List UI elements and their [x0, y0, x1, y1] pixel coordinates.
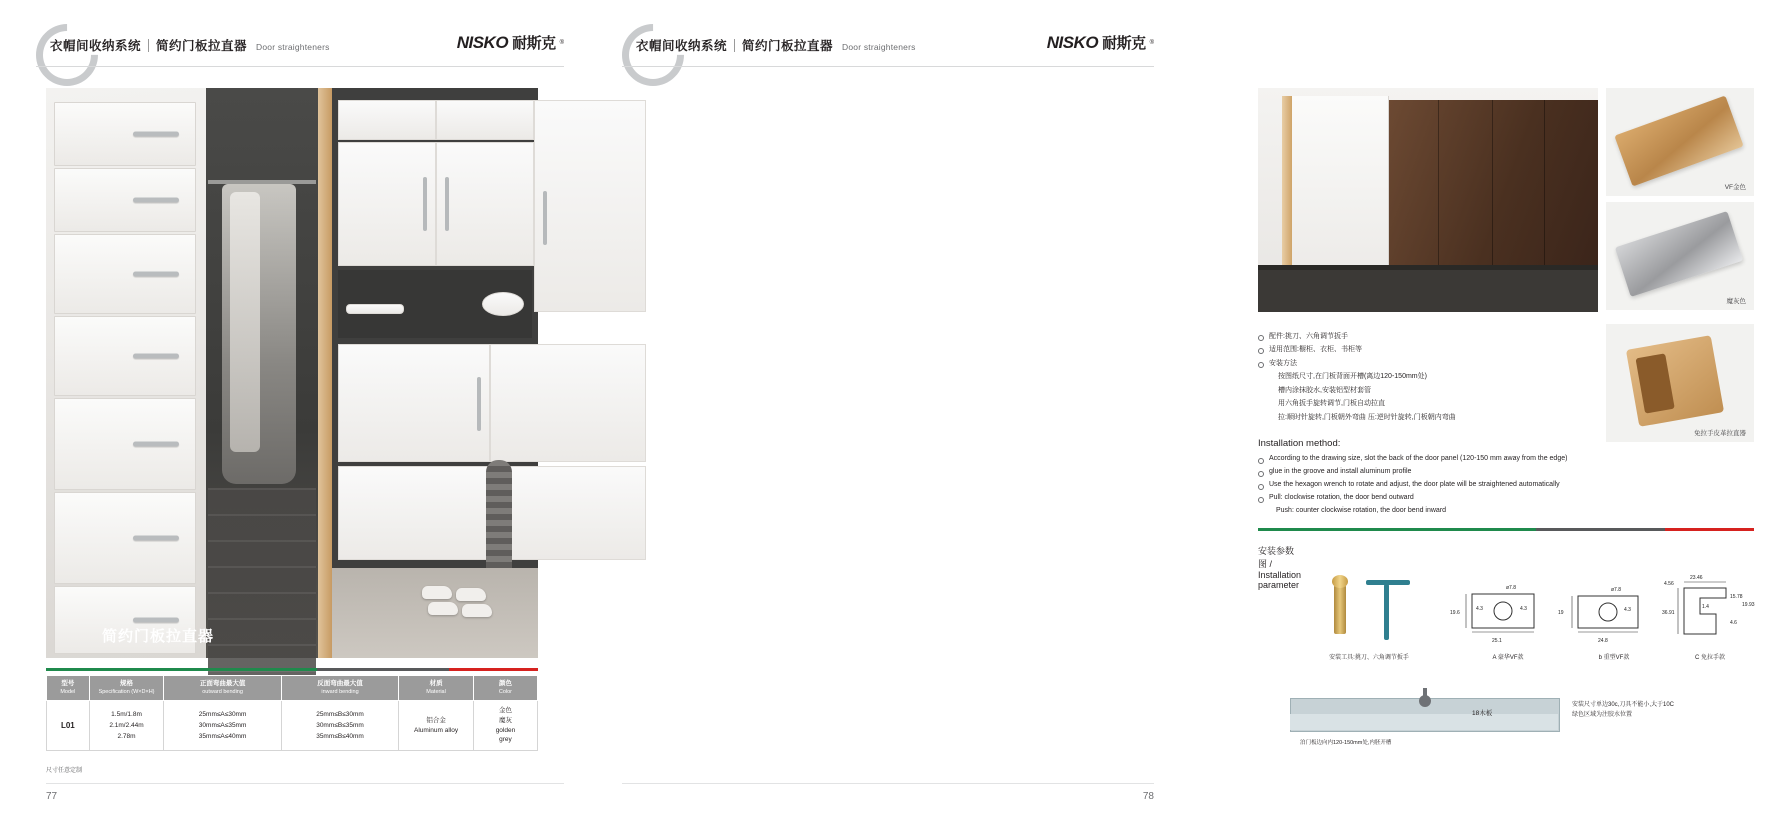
bottom-note-right: 安装尺寸单边30c,刀具不能小,大于10C 绿色区域为注胶水位置 [1572, 702, 1675, 719]
swatch-label: 免拉手皮革拉直器 [1694, 430, 1746, 437]
sub-step-1: 按图纸尺寸,在门板背面开槽(离边120-150mm处) [1278, 372, 1427, 380]
decor-plant [486, 460, 512, 580]
parameter-section-title: 安装参数图 / Installation parameter [1258, 546, 1302, 590]
table-footnote: 尺寸任意定制 [46, 768, 83, 774]
cabinet-door [338, 466, 490, 560]
bottom-note-under: 泊门板边向内120-150mm处,内胚开槽 [1300, 740, 1392, 746]
header-system-cn: 衣帽间收纳系统 [50, 39, 142, 53]
photo-caption-area [46, 618, 538, 658]
diagram-caption-c: C 免拉手款 [1694, 655, 1725, 661]
th-model: 型号 Model [47, 676, 90, 701]
spec-bullets-cn [1258, 330, 1598, 424]
sub-step-4: 拉:顺时针旋转,门板朝外弯曲 压:逆时针旋转,门板朝内弯曲 [1278, 413, 1456, 421]
svg-text:ø7.8: ø7.8 [1611, 587, 1622, 593]
svg-text:4.3: 4.3 [1476, 606, 1483, 612]
install-step-2: glue in the groove and install aluminum profile [1258, 466, 1618, 479]
header-divider [734, 39, 735, 52]
drawer [54, 316, 196, 396]
swatch-label: VF金色 [1724, 184, 1746, 191]
brand-logo-cn: 耐斯克 [512, 35, 556, 52]
svg-text:23.46: 23.46 [1690, 575, 1703, 581]
handle-icon [133, 442, 179, 447]
handle-icon [445, 177, 449, 231]
profile-section-image [1626, 335, 1724, 427]
cabinet-upper [338, 100, 436, 140]
header-product-cn: 简约门板拉直器 [156, 39, 248, 53]
svg-text:4.6: 4.6 [1730, 620, 1737, 626]
spec-table [46, 675, 538, 751]
svg-text:25.1: 25.1 [1492, 638, 1502, 644]
diagram-c [1654, 572, 1764, 652]
photo-drawer-column [46, 88, 206, 658]
slot-knife-icon [1334, 584, 1346, 634]
svg-text:19: 19 [1558, 610, 1564, 616]
straightener-knob-icon [1414, 688, 1436, 710]
shoe-rack [208, 488, 316, 688]
cell-model: L01 [47, 701, 90, 751]
shoe [456, 588, 486, 601]
swatch-magic-grey [1606, 202, 1754, 310]
table-accent-bar [46, 668, 538, 671]
page-header-right [622, 28, 1154, 72]
brand-logo [1047, 32, 1154, 53]
cell-color: 金色 魔灰 golden grey [473, 701, 537, 751]
diagram-a [1448, 580, 1568, 646]
swatch-handleless [1606, 324, 1754, 442]
diagram-caption-tools: 安装工具:挑刀、六角调节扳手 [1329, 655, 1409, 661]
handle-icon [133, 354, 179, 359]
svg-text:19.6: 19.6 [1450, 610, 1460, 616]
diagram-caption-a: A 豪华VF款 [1492, 655, 1524, 661]
svg-text:36.91: 36.91 [1662, 610, 1675, 616]
svg-text:4.56: 4.56 [1664, 581, 1674, 587]
install-step-1: According to the drawing size, slot the back of the door panel (120-150 mm away from the edge) [1258, 453, 1618, 466]
drawer [54, 492, 196, 584]
th-outward: 正面弯曲最大值 outward bending [164, 676, 281, 701]
brand-logo-cn: 耐斯克 [1102, 35, 1146, 52]
handle-icon [543, 191, 547, 245]
profile-grey-image [1615, 211, 1743, 297]
svg-text:1.4: 1.4 [1702, 604, 1709, 610]
drawer [54, 234, 196, 314]
handle-icon [477, 377, 481, 431]
hanging-garment [230, 192, 260, 452]
shelf-bowl [482, 292, 524, 316]
white-door-panel [1292, 96, 1389, 292]
svg-text:4.3: 4.3 [1624, 607, 1631, 613]
hex-wrench-icon [1366, 580, 1410, 585]
page-header-left [36, 28, 564, 72]
drawer [54, 398, 196, 490]
svg-text:15.78: 15.78 [1730, 594, 1743, 600]
right-page [600, 0, 1755, 820]
section-accent-bar [1258, 528, 1754, 531]
handle-icon [133, 536, 179, 541]
cell-spec: 1.5m/1.8m 2.1m/2.44m 2.78m [89, 701, 164, 751]
wood-door-panel [1386, 100, 1598, 288]
install-step-5: Push: counter clockwise rotation, the door bend inward [1276, 506, 1447, 514]
table-header-row [47, 676, 538, 701]
cell-material: 铝合金 Aluminum alloy [399, 701, 474, 751]
svg-text:4.3: 4.3 [1520, 606, 1527, 612]
left-page [0, 0, 600, 820]
bottom-installation-diagram [1272, 694, 1752, 766]
c-mark-icon [609, 11, 697, 99]
sub-step-3: 用六角扳手旋转调节,门板自动拉直 [1278, 400, 1385, 408]
handle-icon [423, 177, 427, 231]
c-mark-icon [23, 11, 111, 99]
brand-logo-latin: NISKO [1046, 32, 1099, 52]
installation-parameter-diagrams [1258, 566, 1754, 686]
header-product-cn: 简约门板拉直器 [742, 39, 834, 53]
brand-logo-latin: NISKO [456, 32, 509, 52]
door-board-core [1290, 714, 1558, 730]
header-rule [36, 66, 564, 67]
header-divider [148, 39, 149, 52]
install-step-4: Pull: clockwise rotation, the door bend outward [1258, 492, 1618, 505]
trademark-icon: ® [1149, 39, 1154, 46]
cell-outward: 25mm≤A≤30mm 30mm≤A≤35mm 35mm≤A≤40mm [164, 701, 281, 751]
th-inward: 反面弯曲最大值 inward bending [281, 676, 398, 701]
photo-floor [1258, 270, 1598, 312]
page-number-right: 78 [1142, 791, 1154, 802]
install-step-3: Use the hexagon wrench to rotate and adjust, the door plate will be straightened automatically [1258, 479, 1618, 492]
handle-icon [133, 132, 179, 137]
shelf-item [346, 304, 404, 314]
trademark-icon: ® [559, 39, 564, 46]
page-number-left: 77 [46, 791, 58, 802]
drawer [54, 102, 196, 166]
swatch-label: 魔灰色 [1726, 298, 1746, 305]
cabinet-door [338, 142, 436, 266]
svg-text:ø7.8: ø7.8 [1506, 585, 1517, 591]
bullet-application: 适用范围:橱柜、衣柜、书柜等 [1258, 343, 1598, 356]
swatch-vf-gold [1606, 88, 1754, 196]
bullet-accessories: 配件:挑刀、六角调节扳手 [1258, 330, 1598, 343]
brand-logo [457, 32, 564, 53]
bullet-install-method: 安装方法 [1258, 357, 1598, 370]
svg-text:24.8: 24.8 [1598, 638, 1608, 644]
table-row [47, 701, 538, 751]
profile-gold-image [1614, 95, 1743, 186]
cabinet-upper [436, 100, 534, 140]
board-label: 18木板 [1472, 710, 1493, 717]
th-material: 材质 Material [399, 676, 474, 701]
th-spec: 规格 Specification (W×D×H) [89, 676, 164, 701]
drawer [54, 168, 196, 232]
cabinet-door [436, 142, 534, 266]
installation-title: Installation method: [1258, 438, 1341, 449]
shoe [422, 586, 452, 599]
cabinet-door [338, 344, 490, 462]
cell-inward: 25mm≤B≤30mm 30mm≤B≤35mm 35mm≤B≤40mm [281, 701, 398, 751]
sub-step-2: 槽内涂抹胶水,安装铝型材套管 [1278, 386, 1371, 394]
header-title-group [50, 36, 330, 54]
installation-method-en [1258, 438, 1618, 518]
footer-rule [622, 783, 1154, 784]
handle-icon [133, 272, 179, 277]
door-edge-profile [318, 88, 332, 658]
door-photo [1258, 88, 1598, 312]
header-rule [622, 66, 1154, 67]
header-system-cn: 衣帽间收纳系统 [636, 39, 728, 53]
shoe [428, 602, 458, 615]
header-product-en: Door straighteners [256, 42, 330, 52]
diagram-caption-b: b 重型VF款 [1598, 655, 1630, 661]
photo-caption: 简约门板拉直器 [102, 628, 215, 645]
footer-rule [46, 783, 564, 784]
svg-text:19.93: 19.93 [1742, 602, 1755, 608]
th-color: 颜色 Color [473, 676, 537, 701]
header-title-group [636, 36, 916, 54]
wardrobe-photo [46, 88, 538, 658]
header-product-en: Door straighteners [842, 42, 916, 52]
handle-icon [133, 198, 179, 203]
shoe [462, 604, 492, 617]
